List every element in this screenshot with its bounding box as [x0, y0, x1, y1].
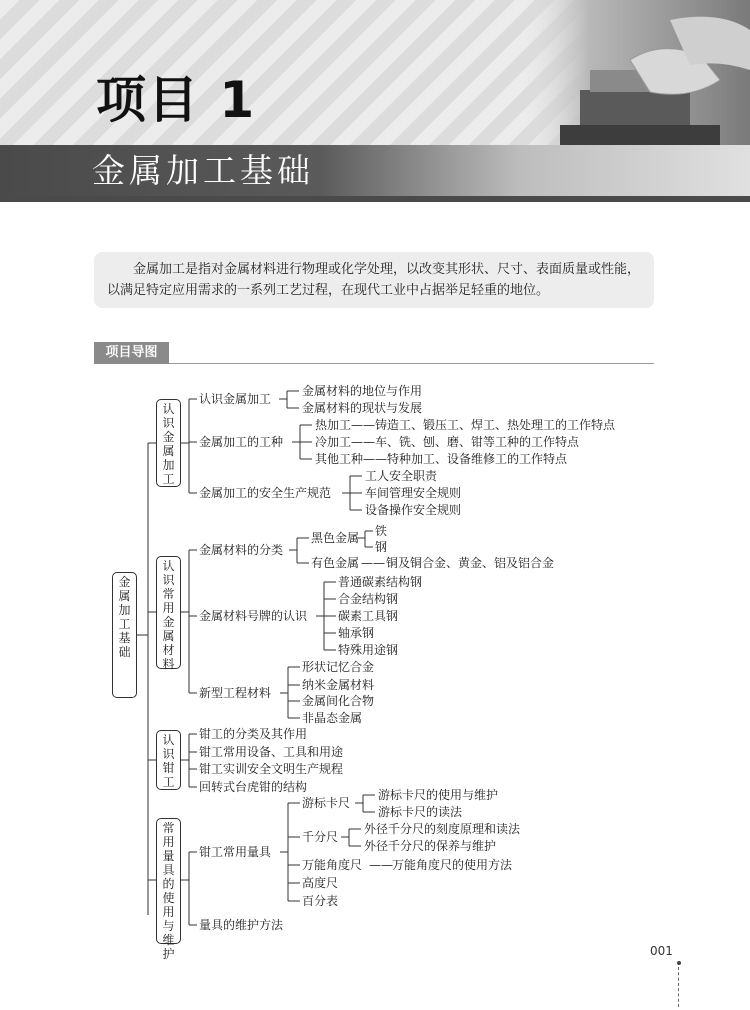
- intro-text: 金属加工是指对金属材料进行物理或化学处理，以改变其形状、尺寸、表面质量或性能，以满足特定应用需求的一系列工艺过程，在现代工业中占据举足轻重的地位。: [107, 262, 641, 298]
- leaf-item: 金属材料的现状与发展: [302, 401, 423, 415]
- node-label: 万能角度尺: [302, 858, 363, 872]
- leaf-item: 特殊用途钢: [338, 643, 399, 657]
- leaf-item: 钢: [375, 540, 388, 554]
- branch-label-2: 认识常用金属材料: [162, 559, 175, 671]
- node-label: 新型工程材料: [199, 686, 272, 700]
- page-marker-dot: [677, 961, 681, 965]
- leaf-item: 游标卡尺的读法: [378, 805, 463, 819]
- leaf-item: 工人安全职责: [365, 469, 438, 483]
- section-title: 项目导图: [105, 345, 158, 360]
- leaf-item: 钳工实训安全文明生产规程: [199, 762, 344, 776]
- leaf-item: 高度尺: [302, 876, 339, 890]
- leaf-item: 铜及铜合金、黄金、铝及铝合金: [386, 556, 555, 570]
- leaf-item: 金属间化合物: [302, 694, 375, 708]
- branch-box-3: [156, 730, 181, 790]
- leaf-item: 铁: [375, 524, 388, 538]
- leaf-item: 钳工的分类及其作用: [199, 727, 308, 741]
- node-label: 金属材料的分类: [199, 543, 284, 557]
- leaf-item: 其他工种——特种加工、设备维修工的工作特点: [315, 452, 568, 466]
- leaf-item: 普通碳素结构钢: [338, 575, 423, 589]
- dash-connector: ——: [361, 556, 385, 570]
- leaf-item: 外径千分尺的刻度原理和读法: [364, 822, 521, 836]
- node-label: 金属加工的安全生产规范: [199, 486, 332, 500]
- branch-box-4: [156, 818, 181, 961]
- leaf-item: 钳工常用设备、工具和用途: [199, 745, 344, 759]
- leaf-item: 轴承钢: [338, 626, 375, 640]
- leaf-item: 回转式台虎钳的结构: [199, 780, 308, 794]
- page-title: 金属加工基础: [92, 151, 314, 190]
- node-label: 量具的维护方法: [199, 918, 284, 932]
- leaf-item: 热加工——铸造工、锻压工、焊工、热处理工的工作特点: [315, 418, 616, 432]
- node-label: 金属加工的工种: [199, 435, 284, 449]
- branch-box-1: [156, 399, 181, 487]
- leaf-item: 设备操作安全规则: [365, 503, 462, 517]
- branch-label-4: 常用量具的使用与维护: [162, 821, 175, 961]
- branch-label-3: 认识钳工: [162, 733, 175, 789]
- page-number: 001: [650, 944, 673, 958]
- leaf-item: 金属材料的地位与作用: [302, 384, 423, 398]
- leaf-item: 车间管理安全规则: [365, 486, 462, 500]
- node-label: 千分尺: [302, 830, 339, 844]
- leaf-item: 冷加工——车、铣、刨、磨、钳等工种的工作特点: [315, 435, 580, 449]
- leaf-item: 外径千分尺的保养与维护: [364, 839, 497, 853]
- branch-box-2: [156, 556, 181, 669]
- leaf-item: 形状记忆合金: [302, 660, 375, 674]
- leaf-item: 合金结构钢: [338, 592, 399, 606]
- leaf-item: 游标卡尺的使用与维护: [378, 788, 499, 802]
- page-marker-line: [678, 967, 679, 1007]
- mindmap-root: [112, 572, 137, 698]
- dash-connector: ——: [369, 858, 393, 872]
- leaf-item: 非晶态金属: [302, 711, 363, 725]
- branch-label-1: 认识金属加工: [162, 402, 175, 486]
- node-label: 金属材料号牌的认识: [199, 609, 308, 623]
- leaf-item: 百分表: [302, 894, 339, 908]
- node-label: 钳工常用量具: [199, 845, 272, 859]
- node-label: 黑色金属: [311, 531, 360, 545]
- node-label: 认识金属加工: [199, 392, 272, 406]
- leaf-item: 碳素工具钢: [338, 609, 399, 623]
- leaf-item: 万能角度尺的使用方法: [392, 858, 513, 872]
- node-label: 有色金属: [311, 556, 360, 570]
- node-label: 游标卡尺: [302, 796, 351, 810]
- project-number: 项目 1: [96, 71, 257, 129]
- root-label: 金属加工基础: [118, 575, 131, 659]
- leaf-item: 纳米金属材料: [302, 678, 375, 692]
